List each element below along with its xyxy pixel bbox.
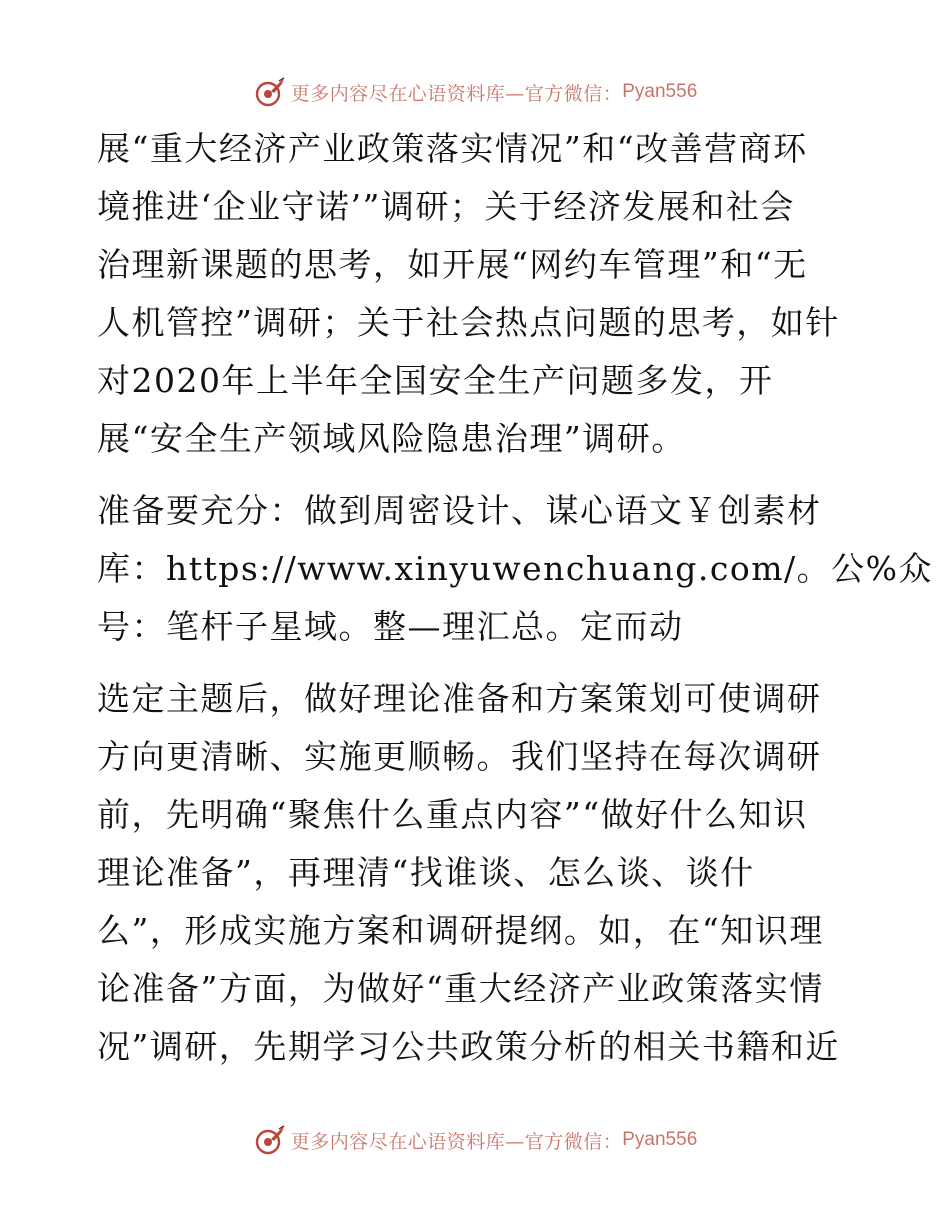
text-line: 选定主题后，做好理论准备和方案策划可使调研 xyxy=(97,679,822,718)
watermark-site-text: 更多内容尽在心语资料库—官方微信： xyxy=(290,82,623,105)
quill-seal-icon xyxy=(253,75,287,109)
text-line: 么”，形成实施方案和调研提纲。如，在“知识理 xyxy=(97,911,824,950)
text-line: 前，先明确“聚焦什么重点内容”“做好什么知识 xyxy=(97,795,808,834)
text-line: 理论准备”，再理清“找谁谈、怎么谈、谈什 xyxy=(97,853,755,892)
text-line: 境推进‘企业守诺’”调研；关于经济发展和社会 xyxy=(97,187,795,226)
watermark-wechat-id: Pyan556 xyxy=(622,81,698,102)
text-line: 号：笔杆子星域。整—理汇总。定而动 xyxy=(97,607,684,646)
paragraph-2 xyxy=(97,482,933,656)
watermark-wechat-id: Pyan556 xyxy=(622,1129,698,1150)
text-line: 展“重大经济产业政策落实情况”和“改善营商环 xyxy=(97,129,808,168)
text-line: 方向更清晰、实施更顺畅。我们坚持在每次调研 xyxy=(97,737,822,776)
paragraph-3 xyxy=(97,670,857,1076)
text-line: 库：https://www.xinyuwenchuang.com/。公%众 xyxy=(97,549,933,588)
text-line: 准备要充分：做到周密设计、谋心语文￥创素材 xyxy=(97,491,822,530)
text-line: 况”调研，先期学习公共政策分析的相关书籍和近 xyxy=(97,1027,840,1066)
paragraph-1 xyxy=(97,120,857,468)
watermark-site-text: 更多内容尽在心语资料库—官方微信： xyxy=(290,1130,623,1153)
text-line: 治理新课题的思考，如开展“网约车管理”和“无 xyxy=(97,245,808,284)
document-body xyxy=(97,120,933,1090)
text-line: 对2020年上半年全国安全生产问题多发，开 xyxy=(97,361,774,400)
text-line: 人机管控”调研；关于社会热点问题的思考，如针 xyxy=(97,303,840,342)
quill-seal-icon xyxy=(253,1123,287,1157)
text-line: 论准备”方面，为做好“重大经济产业政策落实情 xyxy=(97,969,824,1008)
footer-watermark xyxy=(0,1120,950,1160)
header-watermark xyxy=(0,72,950,112)
text-line: 展“安全生产领域风险隐患治理”调研。 xyxy=(97,419,686,458)
